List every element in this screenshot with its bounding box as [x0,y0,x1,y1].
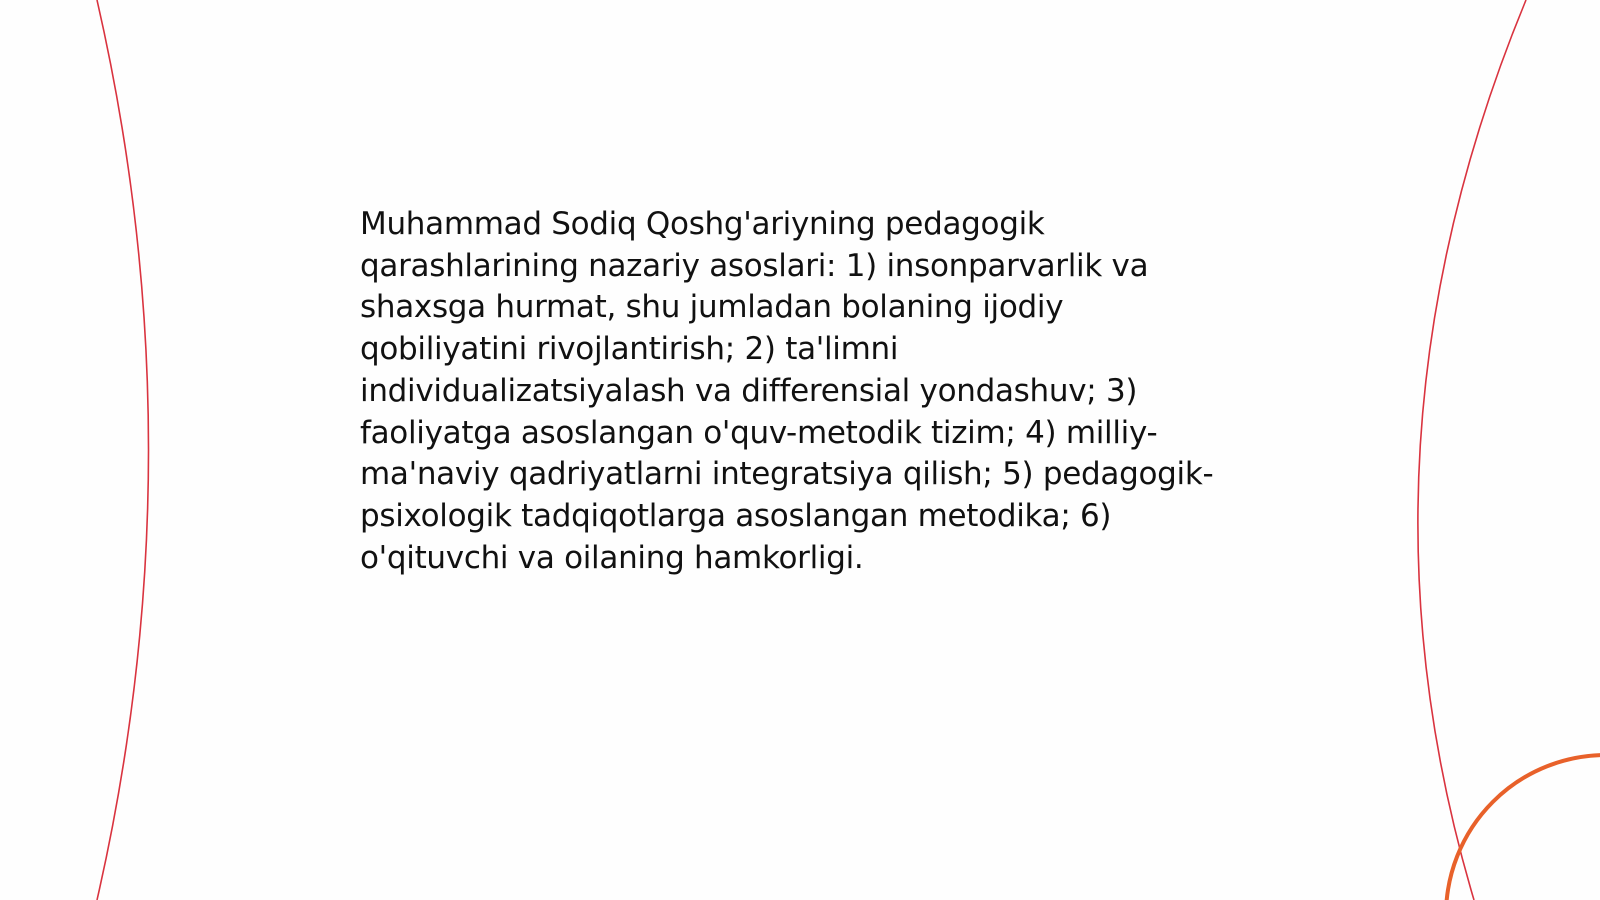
slide-body-text: Muhammad Sodiq Qoshg'ariyning pedagogik qarashlarining nazariy asoslari: 1) insonparvarlik va shaxsga hurmat, shu jumladan bolaning ijodiy qobiliyatini rivojlantirish; 2) ta'limni individualizatsiyalash va differensial yondashuv; 3) faoliyatga asoslangan o'quv-metodik tizim; 4) milliy-ma'naviy qadriyatlarni integratsiya qilish; 5) pedagogik-psixologik tadqiqotlarga asoslangan metodika; 6) o'qituvchi va oilaning hamkorligi. [360,206,1214,576]
orange-circle-decoration [1446,755,1600,900]
right-arc-decoration [1418,0,1526,900]
left-arc-decoration [97,0,149,900]
